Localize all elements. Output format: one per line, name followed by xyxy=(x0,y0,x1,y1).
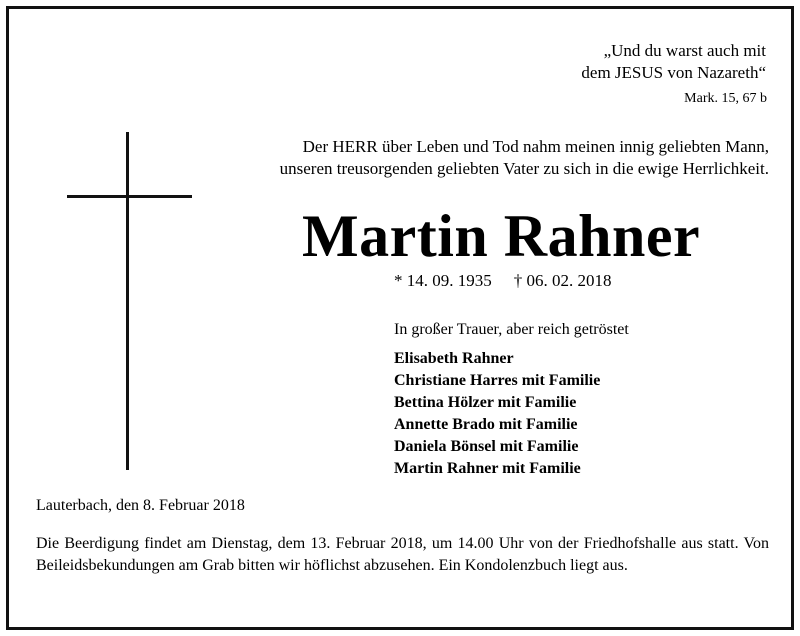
mourner: Christiane Harres mit Familie xyxy=(394,372,601,389)
intro-text xyxy=(249,136,769,180)
birth-date: * 14. 09. 1935 xyxy=(394,271,492,290)
quote-line-2: dem JESUS von Nazareth“ xyxy=(581,63,766,82)
intro-line-1: Der HERR über Leben und Tod nahm meinen innig geliebten Mann, xyxy=(302,137,769,156)
intro-line-2: unseren treusorgenden geliebten Vater zu sich in die ewige Herrlichkeit. xyxy=(279,159,769,178)
life-dates xyxy=(394,271,612,291)
cross-horizontal-bar xyxy=(67,195,192,198)
cross-vertical-bar xyxy=(126,132,129,470)
mourner: Martin Rahner mit Familie xyxy=(394,460,581,477)
place-date: Lauterbach, den 8. Februar 2018 xyxy=(36,497,245,514)
mourning-text: In großer Trauer, aber reich getröstet xyxy=(394,321,629,338)
mourners-list xyxy=(394,348,600,480)
deceased-name: Martin Rahner xyxy=(302,203,701,269)
funeral-notice: Die Beerdigung findet am Dienstag, dem 13. Februar 2018, um 14.00 Uhr von der Friedhofshalle aus statt. Von Beileidsbekundungen am Grab bitten wir höflichst abzusehen. Ein Kondolenzbuch liegt aus. xyxy=(36,535,769,574)
death-date: † 06. 02. 2018 xyxy=(513,271,612,290)
quote-line-1: „Und du warst auch mit xyxy=(603,41,766,60)
mourner: Daniela Bönsel mit Familie xyxy=(394,438,579,455)
mourner: Elisabeth Rahner xyxy=(394,350,514,367)
quote-reference: Mark. 15, 67 b xyxy=(684,91,767,106)
mourner: Annette Brado mit Familie xyxy=(394,416,578,433)
mourner: Bettina Hölzer mit Familie xyxy=(394,394,577,411)
bible-quote xyxy=(581,40,766,84)
